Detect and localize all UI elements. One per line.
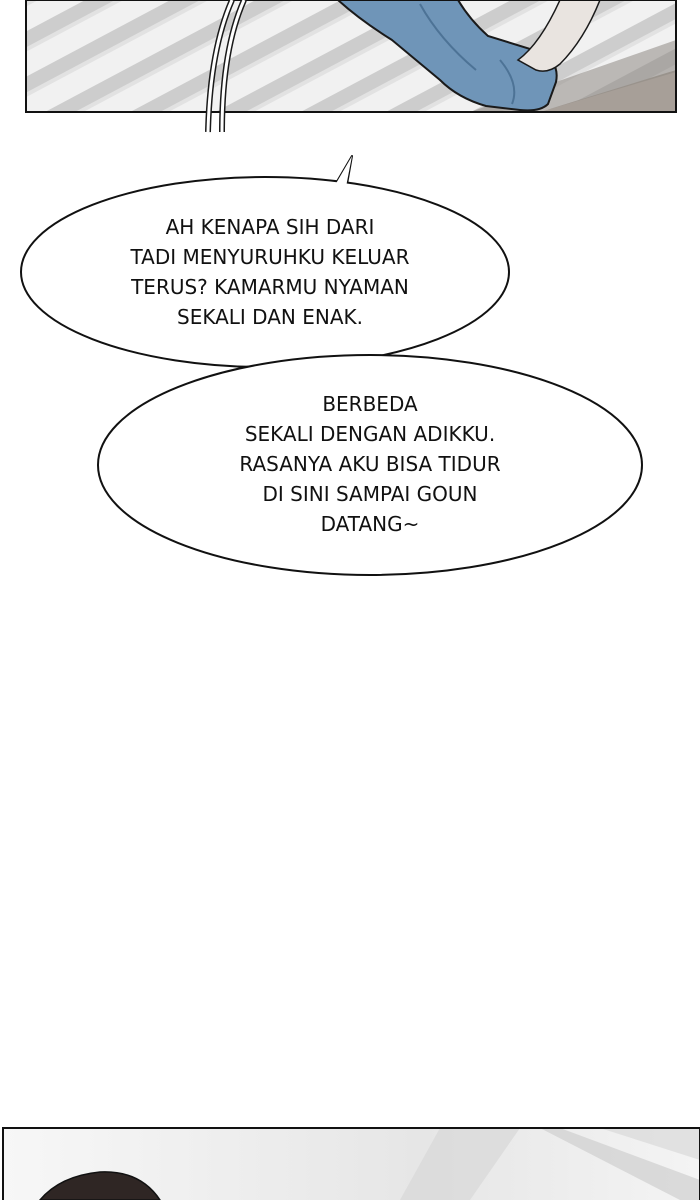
bubble-2-line-1: BERBEDA [322, 392, 418, 416]
bubble-1-line-1: AH KENAPA SIH DARI [165, 215, 375, 239]
bubble-1-line-2: TADI MENYURUHKU KELUAR [130, 245, 410, 269]
bubble-2-text [170, 389, 570, 539]
top-panel [26, 0, 676, 132]
bubble-1-line-3: TERUS? KAMARMU NYAMAN [131, 275, 409, 299]
bubble-2-line-4: DI SINI SAMPAI GOUN [262, 482, 478, 506]
bubble-2-line-3: RASANYA AKU BISA TIDUR [239, 452, 501, 476]
bubble-1-line-4: SEKALI DAN ENAK. [177, 305, 363, 329]
bubble-2-line-2: SEKALI DENGAN ADIKKU. [244, 422, 496, 446]
bottom-panel [3, 1128, 700, 1200]
bubble-1-text [70, 212, 470, 332]
bubble-2-line-5: DATANG~ [320, 512, 420, 536]
